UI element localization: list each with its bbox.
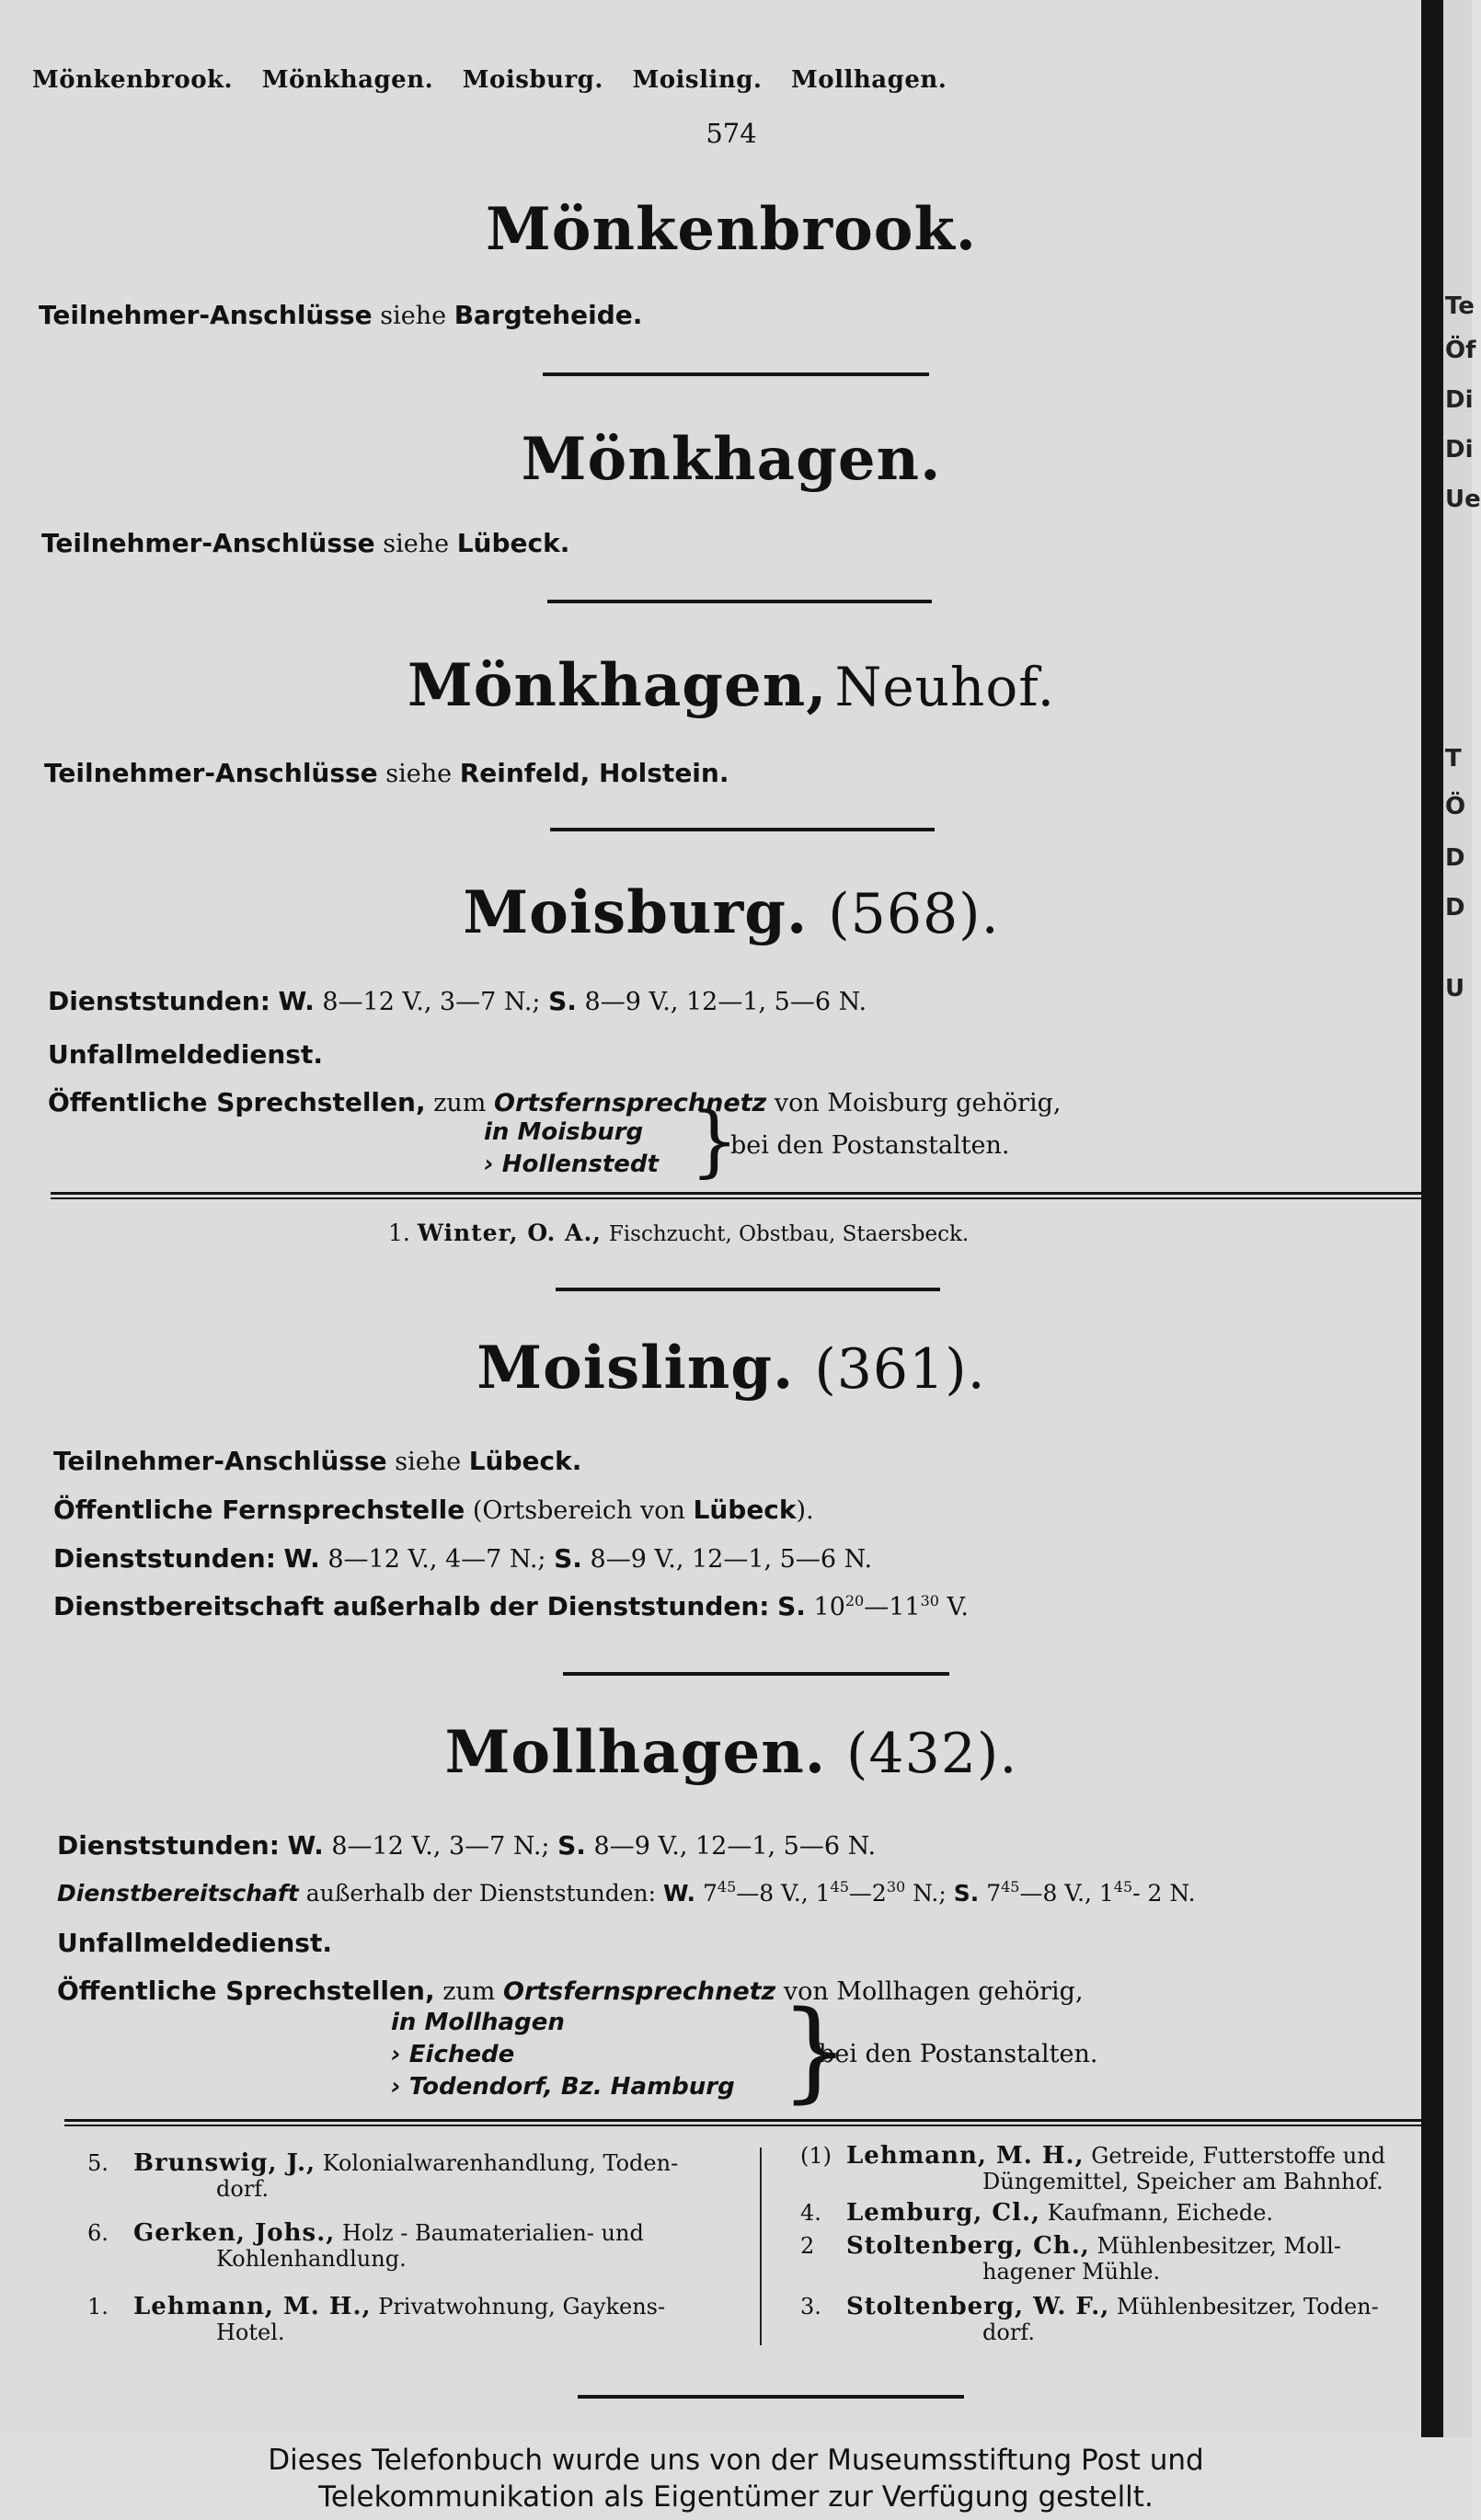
fragment: Di <box>1445 386 1474 414</box>
running-header <box>32 66 967 94</box>
moisling-hours <box>53 1543 872 1574</box>
public-paren: (Ortsbereich von <box>472 1496 685 1525</box>
entry-text: Kaufmann, Eichede. <box>1047 2200 1274 2226</box>
fragment: Te <box>1445 292 1475 320</box>
hours-sunday-text: 8—9 V., 12—1, 5—6 N. <box>584 988 867 1016</box>
standby-minutes: 45 <box>830 1878 849 1896</box>
standby-time: 7 <box>986 1880 1002 1907</box>
entry-continuation: dorf. <box>216 2176 269 2202</box>
ref-label: Teilnehmer-Anschlüsse <box>53 1446 387 1476</box>
entry-text: Privatwohnung, Gaykens- <box>378 2294 666 2320</box>
entry-text: Getreide, Futterstoffe und <box>1091 2143 1386 2169</box>
column-divider <box>760 2148 762 2345</box>
attribution-footer <box>0 2437 1472 2520</box>
public-label: Öffentliche Fernsprechstelle <box>53 1495 465 1525</box>
entry-text: Kolonialwarenhandlung, Toden- <box>322 2150 679 2176</box>
standby-end: V. <box>947 1593 969 1621</box>
header-place: Moisburg. <box>462 66 603 94</box>
ref-word: siehe <box>380 302 447 330</box>
standby-minutes: 20 <box>844 1592 865 1609</box>
moisburg-hours <box>48 986 867 1016</box>
ref-label: Teilnehmer-Anschlüsse <box>41 528 375 558</box>
fragment: D <box>1445 844 1465 872</box>
title-text: Mönkhagen. <box>521 425 942 494</box>
place: in Mollhagen <box>391 2009 565 2036</box>
standby-weekday: W. <box>662 1880 696 1907</box>
standby-time: - 2 N. <box>1132 1880 1196 1907</box>
standby-label: Dienstbereitschaft <box>57 1880 299 1907</box>
place: › Todendorf, Bz. Hamburg <box>391 2073 735 2101</box>
section-rule <box>563 1672 949 1676</box>
title-subtitle: Neuhof. <box>834 656 1056 718</box>
title-text: Mönkhagen, <box>407 651 828 720</box>
hours-label: Dienststunden: <box>53 1543 276 1574</box>
entry-text: Mühlenbesitzer, Moll- <box>1096 2233 1341 2259</box>
title-code: (361). <box>814 1337 986 1402</box>
fragment: U <box>1445 975 1465 1002</box>
header-place: Mönkhagen. <box>261 66 434 94</box>
fragment: T <box>1445 745 1462 773</box>
hours-label: Dienststunden: <box>48 986 270 1016</box>
standby-minutes: 30 <box>886 1878 906 1896</box>
standby-time: 7 <box>702 1880 718 1907</box>
fragment: D <box>1445 894 1465 922</box>
section-rule <box>547 600 932 603</box>
brace: } <box>780 1987 850 2113</box>
title-text: Mollhagen. <box>444 1718 826 1787</box>
standby-minutes: 45 <box>1113 1878 1133 1896</box>
moisburg-entry <box>388 1220 969 1246</box>
entry-name: Gerken, Johs., <box>133 2219 336 2247</box>
mollhagen-hours <box>57 1830 876 1861</box>
section-rule <box>578 2395 964 2399</box>
fragment: Di <box>1445 436 1474 464</box>
moisburg-places <box>484 1117 659 1181</box>
book-spine <box>1421 0 1443 2437</box>
ref-word: siehe <box>395 1448 462 1476</box>
ref-word: siehe <box>385 760 453 788</box>
entry-number: 6. <box>87 2220 109 2246</box>
public-label: Öffentliche Sprechstellen, <box>48 1087 426 1117</box>
mollhagen-post: bei den Postanstalten. <box>819 2040 1098 2068</box>
ref-target: Lübeck. <box>456 528 570 558</box>
footer-line: Telekommunikation als Eigentümer zur Verfügung gestellt. <box>318 2480 1154 2514</box>
standby-minutes: 45 <box>1001 1878 1020 1896</box>
ref-label: Teilnehmer-Anschlüsse <box>39 300 373 330</box>
entry-number: 5. <box>87 2150 109 2176</box>
moisling-reference <box>53 1446 581 1476</box>
entry-text: Fischzucht, Obstbau, Staersbeck. <box>608 1222 970 1246</box>
fragment: Ue <box>1445 486 1481 513</box>
section-rule <box>550 828 935 831</box>
entry-name: Winter, O. A., <box>417 1220 602 1246</box>
entry-continuation: Düngemittel, Speicher am Bahnhof. <box>982 2169 1383 2194</box>
entry-continuation: Hotel. <box>216 2320 285 2345</box>
entry-number: 1. <box>87 2294 109 2320</box>
entry-number: 3. <box>800 2294 821 2320</box>
fragment: Öf <box>1445 337 1476 364</box>
hours-sunday-text: 8—9 V., 12—1, 5—6 N. <box>590 1545 873 1574</box>
public-net: Ortsfernsprechnetz <box>494 1089 767 1117</box>
section-title-moisling <box>0 1334 1463 1403</box>
hours-weekday-text: 8—12 V., 4—7 N.; <box>327 1545 546 1574</box>
public-zum: zum <box>433 1089 487 1117</box>
public-net: Ortsfernsprechnetz <box>503 1977 776 2006</box>
header-place: Moisling. <box>632 66 763 94</box>
entry-continuation: Kohlenhandlung. <box>216 2246 407 2272</box>
section-rule <box>543 372 929 376</box>
hours-weekday: W. <box>287 1830 324 1861</box>
header-place: Mönkenbrook. <box>32 66 234 94</box>
public-rest: von Moisburg gehörig, <box>774 1089 1062 1117</box>
standby-time: —8 V., 1 <box>1019 1880 1114 1907</box>
standby-time: —11 <box>864 1593 921 1621</box>
public-close: ). <box>796 1496 814 1525</box>
section-title-moisburg <box>0 878 1463 947</box>
public-label: Öffentliche Sprechstellen, <box>57 1976 435 2006</box>
hours-weekday-text: 8—12 V., 3—7 N.; <box>322 988 541 1016</box>
entry-continuation: hagener Mühle. <box>982 2259 1161 2285</box>
place: › Hollenstedt <box>484 1151 659 1178</box>
entry-name: Lehmann, M. H., <box>846 2142 1085 2170</box>
hours-sunday-text: 8—9 V., 12—1, 5—6 N. <box>593 1832 877 1861</box>
entry-number: 2 <box>800 2233 815 2259</box>
entry-name: Lehmann, M. H., <box>133 2293 372 2320</box>
title-text: Moisling. <box>476 1334 795 1403</box>
entry-number: 4. <box>800 2200 821 2226</box>
standby-sunday: S. <box>777 1591 806 1621</box>
hours-weekday: W. <box>283 1543 320 1574</box>
hours-sunday: S. <box>557 1830 586 1861</box>
standby-time: —2 <box>848 1880 887 1907</box>
neuhof-reference <box>44 758 729 788</box>
entry-text: Holz - Baumaterialien- und <box>341 2220 644 2246</box>
hours-label: Dienststunden: <box>57 1830 280 1861</box>
standby-minutes: 30 <box>920 1592 939 1609</box>
moisburg-post: bei den Postanstalten. <box>730 1131 1010 1160</box>
entry-name: Stoltenberg, Ch., <box>846 2232 1090 2260</box>
section-title-neuhof <box>0 651 1463 720</box>
header-place: Mollhagen. <box>791 66 947 94</box>
standby-rest: außerhalb der Dienststunden: <box>305 1880 657 1907</box>
entry-name: Stoltenberg, W. F., <box>846 2293 1110 2320</box>
section-title-monkhagen <box>0 425 1463 494</box>
hours-weekday-text: 8—12 V., 3—7 N.; <box>331 1832 550 1861</box>
hours-sunday: S. <box>554 1543 582 1574</box>
ref-word: siehe <box>383 530 450 558</box>
moisburg-public <box>48 1087 1061 1117</box>
ref-target: Reinfeld, Holstein. <box>459 758 729 788</box>
public-zum: zum <box>442 1977 496 2006</box>
ref-label: Teilnehmer-Anschlüsse <box>44 758 378 788</box>
entry-number: (1) <box>800 2143 832 2169</box>
brace: } <box>690 1095 740 1186</box>
fragment: Ö <box>1445 793 1466 820</box>
entry-number: 1. <box>388 1220 410 1246</box>
place: in Moisburg <box>484 1118 644 1146</box>
standby-time: N.; <box>913 1880 947 1907</box>
standby-minutes: 45 <box>717 1878 737 1896</box>
page-number: 574 <box>706 118 757 149</box>
place: › Eichede <box>391 2041 515 2068</box>
monkenbrook-reference <box>39 300 642 330</box>
ref-target: Lübeck. <box>468 1446 582 1476</box>
ref-target: Bargteheide. <box>453 300 643 330</box>
mollhagen-places <box>391 2007 735 2103</box>
monkhagen-reference <box>41 528 569 558</box>
moisling-standby <box>53 1591 969 1621</box>
public-rest: von Mollhagen gehörig, <box>783 1977 1084 2006</box>
moisburg-accident: Unfallmeldedienst. <box>48 1039 323 1070</box>
entry-name: Lemburg, Cl., <box>846 2199 1041 2227</box>
entry-name: Brunswig, J., <box>133 2149 316 2177</box>
public-ref: Lübeck <box>693 1495 797 1525</box>
entry-continuation: dorf. <box>982 2320 1035 2345</box>
moisling-public <box>53 1495 814 1525</box>
mollhagen-accident: Unfallmeldedienst. <box>57 1928 332 1958</box>
title-code: (432). <box>846 1722 1018 1786</box>
standby-time: —8 V., 1 <box>736 1880 831 1907</box>
mollhagen-public <box>57 1976 1084 2006</box>
hours-sunday: S. <box>548 986 577 1016</box>
standby-label: Dienstbereitschaft außerhalb der Dienststunden: <box>53 1591 770 1621</box>
section-title-monkenbrook <box>0 195 1463 264</box>
title-text: Moisburg. <box>463 878 809 947</box>
entry-text: Mühlenbesitzer, Toden- <box>1117 2294 1379 2320</box>
title-code: (568). <box>828 882 1000 946</box>
hours-weekday: W. <box>278 986 315 1016</box>
double-rule <box>64 2119 1435 2126</box>
standby-sunday: S. <box>953 1880 980 1907</box>
section-rule <box>556 1288 940 1291</box>
title-text: Mönkenbrook. <box>485 195 978 264</box>
facing-page-edge <box>1443 0 1481 2437</box>
standby-time: 10 <box>813 1593 845 1621</box>
double-rule <box>51 1192 1430 1199</box>
footer-line: Dieses Telefonbuch wurde uns von der Museumsstiftung Post und <box>268 2444 1204 2477</box>
mollhagen-standby <box>57 1878 1196 1907</box>
section-title-mollhagen <box>0 1718 1463 1787</box>
